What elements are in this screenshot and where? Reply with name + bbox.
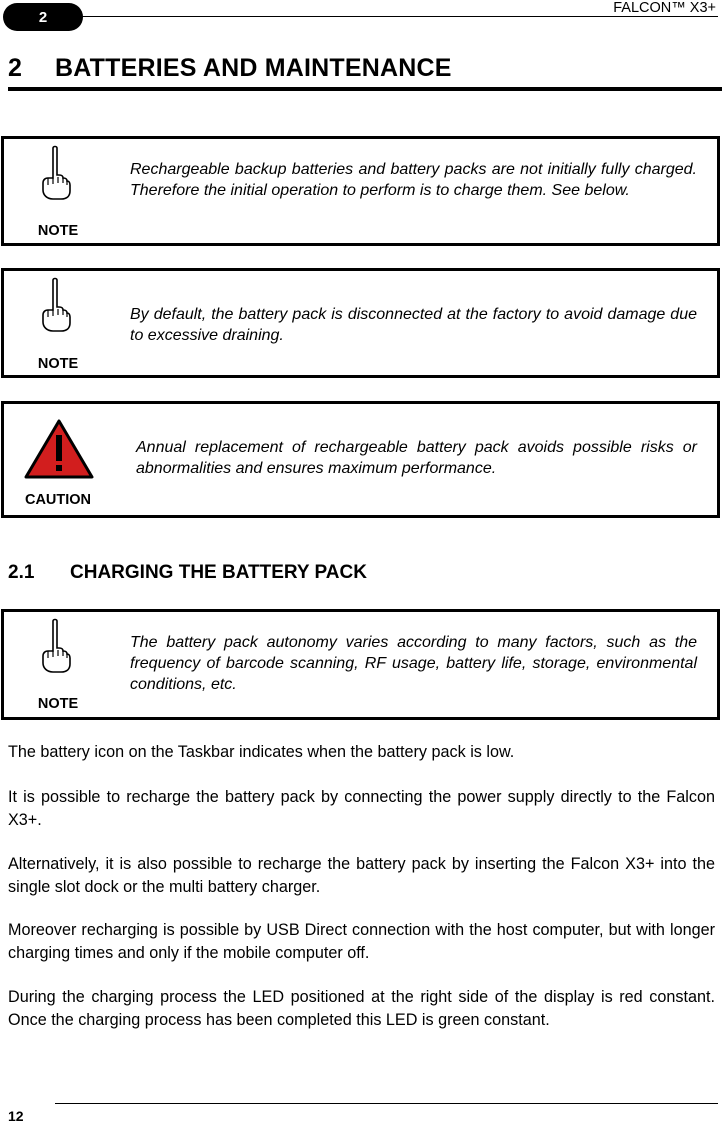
paragraph: During the charging process the LED positioned at the right side of the display is red constant. Once the charging process has been completed this LED is green constant. <box>8 988 715 1029</box>
caution-label: CAUTION <box>24 492 92 508</box>
note-label: NOTE <box>37 223 79 239</box>
pointing-hand-icon <box>41 277 71 333</box>
caution-callout <box>1 401 720 518</box>
chapter-title-text: BATTERIES AND MAINTENANCE <box>55 54 452 82</box>
chapter-title <box>8 54 452 83</box>
section-title-text: CHARGING THE BATTERY PACK <box>70 562 367 583</box>
note-label: NOTE <box>37 696 79 712</box>
caution-text: Annual replacement of rechargeable battery pack avoids possible risks or abnormalities and ensures maximum performance. <box>136 439 697 477</box>
warning-triangle-icon <box>23 417 95 481</box>
paragraph: The battery icon on the Taskbar indicates when the battery pack is low. <box>8 743 515 761</box>
pointing-hand-icon <box>41 145 71 201</box>
note-label: NOTE <box>37 356 79 372</box>
pointing-hand-icon <box>41 618 71 674</box>
section-title <box>8 562 367 584</box>
header-product-name: FALCON™ X3+ <box>613 0 716 16</box>
paragraph: Alternatively, it is also possible to recharge the battery pack by inserting the Falcon X3+ into the single slot dock or the multi battery charger. <box>8 855 715 896</box>
note-text: By default, the battery pack is disconnected at the factory to avoid damage due to excessive draining. <box>130 306 697 344</box>
chapter-number: 2 <box>8 54 23 82</box>
chapter-badge: 2 <box>3 3 83 31</box>
note-text: Rechargeable backup batteries and battery packs are not initially fully charged. Therefore the initial operation to perform is to charge them. See below. <box>130 161 697 199</box>
paragraph: It is possible to recharge the battery pack by connecting the power supply directly to the Falcon X3+. <box>8 788 715 829</box>
chapter-rule <box>8 87 722 91</box>
page-number: 12 <box>8 1108 24 1124</box>
note-callout-3 <box>1 609 720 720</box>
section-number: 2.1 <box>8 562 35 583</box>
note-text: The battery pack autonomy varies according to many factors, such as the frequency of barcode scanning, RF usage, battery life, storage, environmental conditions, etc. <box>130 634 697 693</box>
footer-rule <box>55 1103 718 1104</box>
note-callout-1 <box>1 136 720 246</box>
note-callout-2 <box>1 268 720 378</box>
header-rule <box>80 16 718 17</box>
paragraph: Moreover recharging is possible by USB Direct connection with the host computer, but with longer charging times and only if the mobile computer off. <box>8 921 715 962</box>
